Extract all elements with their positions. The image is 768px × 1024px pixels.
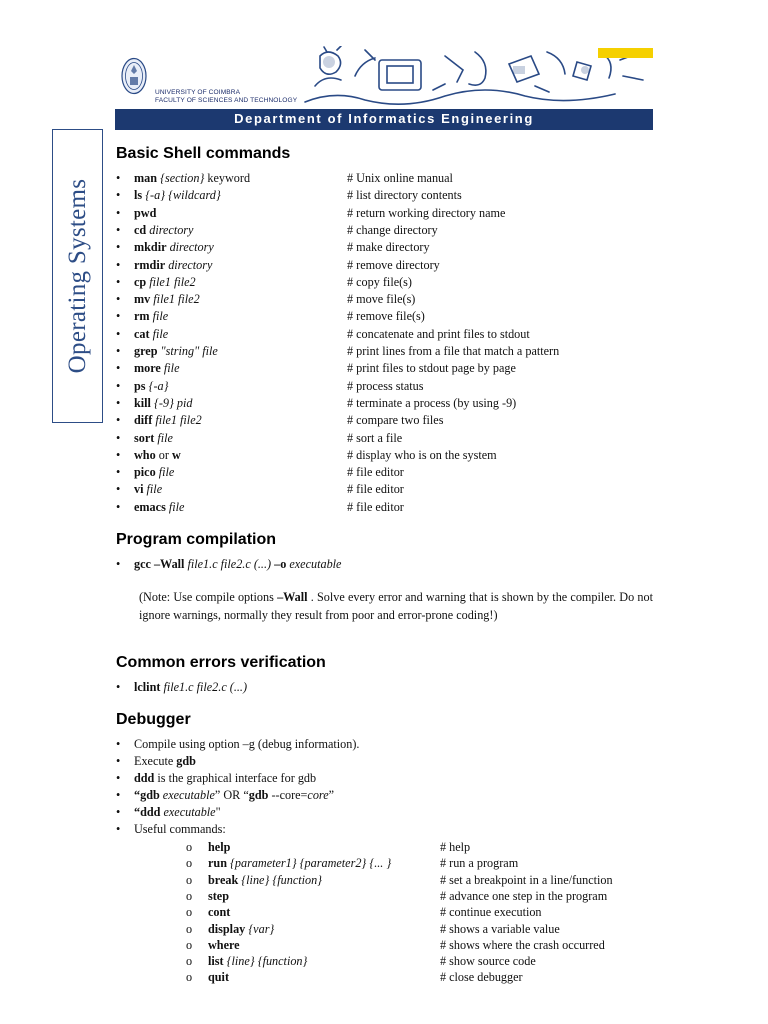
- command-description: # terminate a process (by using -9): [347, 395, 517, 410]
- command-name: help: [208, 840, 231, 854]
- command-args: {var}: [248, 921, 275, 936]
- compile-command: [134, 556, 341, 573]
- debug-note: [134, 770, 316, 787]
- bullet-icon: •: [116, 395, 121, 410]
- command-name: more: [134, 361, 161, 376]
- command-description: # compare two files: [347, 413, 444, 428]
- command-description: # process status: [347, 378, 424, 393]
- command-name: rmdir: [134, 257, 166, 272]
- command-name: mv: [134, 292, 151, 307]
- compile-note: [139, 589, 653, 624]
- command-name: step: [208, 888, 229, 903]
- command-args: file: [146, 482, 163, 497]
- command: [134, 326, 168, 343]
- command-args: directory: [149, 222, 194, 237]
- circle-bullet-icon: o: [186, 856, 193, 871]
- bullet-icon: •: [116, 465, 121, 480]
- command-name: vi: [134, 482, 144, 497]
- command-name: ls: [134, 188, 143, 203]
- debug-text: is the graphical interface for gdb: [154, 771, 317, 785]
- gdb-command: [208, 872, 322, 888]
- debug-note: Compile using option –g (debug information).: [134, 737, 360, 751]
- circle-bullet-icon: o: [186, 905, 193, 920]
- command-description: # make directory: [347, 240, 430, 255]
- command-description: # shows where the crash occurred: [440, 937, 605, 952]
- gdb-command: [208, 904, 230, 920]
- command: [134, 187, 221, 204]
- command-args: {-a} {wildcard}: [145, 188, 221, 203]
- bullet-icon: •: [116, 822, 121, 836]
- command: [134, 274, 196, 291]
- debug-option: --core=: [268, 788, 308, 802]
- command-description: # move file(s): [347, 292, 416, 307]
- command-name: ddd: [134, 771, 155, 785]
- command-description: # display who is on the system: [347, 447, 497, 462]
- bullet-icon: •: [116, 447, 121, 462]
- bullet-icon: •: [116, 805, 121, 819]
- command-args: directory: [169, 240, 214, 255]
- university-line-1: UNIVERSITY OF COIMBRA: [155, 89, 241, 96]
- bullet-icon: •: [116, 557, 121, 571]
- command-name: display: [208, 921, 246, 936]
- command-name: mkdir: [134, 240, 167, 255]
- command-args: file: [168, 499, 185, 514]
- bullet-icon: •: [116, 361, 121, 376]
- command-description: # remove file(s): [347, 309, 425, 324]
- command-name: cat: [134, 326, 150, 341]
- command-description: # sort a file: [347, 430, 403, 445]
- command-name: pwd: [134, 205, 157, 220]
- command-args: file: [157, 430, 173, 445]
- bullet-icon: •: [116, 240, 121, 255]
- command-args: {-a}: [148, 378, 169, 393]
- command-description: # file editor: [347, 499, 404, 514]
- debug-text: ” OR “: [214, 788, 249, 802]
- command-or: or: [158, 447, 169, 462]
- command-name: emacs: [134, 499, 166, 514]
- command-args: file1 file2: [153, 292, 200, 307]
- command: [134, 395, 193, 412]
- command-args: file1.c file2.c (...): [163, 680, 248, 694]
- command-description: # continue execution: [440, 905, 542, 920]
- command-args: {line} {function}: [226, 954, 308, 969]
- command-args: file1 file2: [155, 413, 202, 428]
- command-description: # advance one step in the program: [440, 888, 608, 903]
- bullet-icon: •: [116, 222, 121, 237]
- command: [134, 222, 193, 239]
- bullet-icon: •: [116, 292, 121, 307]
- gdb-command: [208, 839, 230, 855]
- command-extra: keyword: [207, 171, 251, 185]
- note-text: (Note: Use compile options: [139, 590, 278, 604]
- bullet-icon: •: [116, 326, 121, 341]
- command-args: file1.c file2.c (...): [187, 557, 272, 571]
- command: [134, 239, 214, 256]
- command-name: where: [208, 937, 240, 952]
- command: [134, 464, 174, 481]
- bullet-icon: •: [116, 788, 121, 802]
- command-args: file: [152, 326, 169, 341]
- debug-note: Useful commands:: [134, 822, 226, 836]
- bullet-icon: •: [116, 188, 121, 203]
- bullet-icon: •: [116, 205, 121, 220]
- command: [134, 430, 173, 447]
- command-description: # Unix online manual: [347, 171, 453, 185]
- command-args: executable: [162, 788, 215, 802]
- command-description: # copy file(s): [347, 274, 412, 289]
- circle-bullet-icon: o: [186, 872, 193, 887]
- command: [134, 308, 168, 325]
- command-name: cd: [134, 222, 147, 237]
- command-name: break: [208, 872, 239, 887]
- gdb-command: [208, 937, 240, 953]
- command-description: # close debugger: [440, 970, 523, 985]
- command: [134, 447, 181, 464]
- command-target: executable: [289, 557, 342, 571]
- bullet-icon: •: [116, 771, 121, 785]
- command-name: pico: [134, 465, 156, 480]
- debug-text: ": [215, 805, 221, 819]
- command-name: lclint: [134, 680, 161, 694]
- department-bar: [115, 109, 653, 130]
- command-description: # print lines from a file that match a pattern: [347, 344, 560, 358]
- command: [134, 170, 250, 187]
- command-description: # shows a variable value: [440, 921, 560, 936]
- bullet-icon: •: [116, 257, 121, 272]
- gdb-command: [208, 953, 307, 969]
- section-title-compilation: Program compilation: [116, 531, 277, 548]
- command-name: quit: [208, 970, 230, 985]
- note-flag: –Wall: [277, 590, 308, 604]
- command: [134, 499, 184, 516]
- command: [134, 481, 162, 498]
- command-name: cp: [134, 274, 147, 289]
- command-description: # list directory contents: [347, 188, 462, 203]
- bullet-icon: •: [116, 274, 121, 289]
- command-name: ps: [134, 378, 146, 393]
- debug-note: [134, 787, 334, 804]
- command-args: {parameter1} {parameter2} {... }: [230, 856, 392, 871]
- side-label-box: [52, 129, 103, 423]
- debug-quote: “ddd: [134, 805, 164, 819]
- command-description: # run a program: [440, 856, 519, 871]
- bullet-icon: •: [116, 499, 121, 514]
- gdb-command: [208, 855, 391, 871]
- command-args: "string" file: [160, 344, 218, 358]
- command-args: file: [152, 309, 169, 324]
- command-name: sort: [134, 430, 155, 445]
- debug-text: Execute: [134, 754, 177, 768]
- command-args: directory: [168, 257, 213, 272]
- debug-text: ”: [328, 788, 335, 802]
- debug-quote: “gdb: [134, 788, 163, 802]
- department-title: Department of Informatics Engineering: [234, 111, 534, 126]
- command: [134, 412, 202, 429]
- bullet-icon: •: [116, 171, 121, 185]
- university-name: [155, 89, 297, 104]
- note-text-end: . Solve every error and warning that is shown by the compiler. Do not ignore warnings, normally they result from poor and error-prone coding!): [139, 590, 653, 622]
- gdb-command: [208, 888, 229, 904]
- circle-bullet-icon: o: [186, 970, 193, 985]
- debug-note: [134, 753, 196, 770]
- command-description: # set a breakpoint in a line/function: [440, 872, 613, 887]
- command-description: # file editor: [347, 482, 404, 497]
- command: [134, 360, 179, 377]
- command-description: # concatenate and print files to stdout: [347, 326, 530, 341]
- bullet-icon: •: [116, 378, 121, 393]
- circle-bullet-icon: o: [186, 840, 193, 854]
- circle-bullet-icon: o: [186, 937, 193, 952]
- command-name: diff: [134, 413, 153, 428]
- command-description: # show source code: [440, 954, 536, 969]
- section-title-errors: Common errors verification: [116, 654, 326, 671]
- gdb-command: [208, 969, 229, 985]
- section-title-basic: Basic Shell commands: [116, 145, 291, 162]
- circle-bullet-icon: o: [186, 954, 193, 969]
- command-description: # return working directory name: [347, 205, 506, 220]
- command-name: list: [208, 954, 224, 969]
- debug-note: [134, 804, 221, 821]
- command-args: core: [307, 788, 329, 802]
- bullet-icon: •: [116, 680, 121, 694]
- gdb-command: [208, 921, 274, 937]
- bullet-icon: •: [116, 344, 121, 358]
- command-args: {section}: [160, 171, 205, 185]
- command-args: file: [163, 361, 180, 376]
- command-args: {line} {function}: [241, 872, 323, 887]
- university-line-2: FACULTY OF SCIENCES AND TECHNOLOGY: [155, 96, 298, 104]
- circle-bullet-icon: o: [186, 921, 193, 936]
- bullet-icon: •: [116, 430, 121, 445]
- command-name: gdb: [248, 788, 269, 802]
- command-alt-name: w: [171, 447, 181, 462]
- lint-command: [134, 679, 247, 696]
- command: [134, 205, 156, 222]
- command-name: grep: [134, 344, 158, 358]
- command-description: # file editor: [347, 465, 404, 480]
- accent-bar: [598, 48, 653, 58]
- command-args: file: [158, 465, 175, 480]
- side-label: Operating Systems: [63, 178, 91, 374]
- command-name: gcc –Wall: [134, 557, 185, 571]
- bullet-icon: •: [116, 737, 121, 751]
- section-title-debugger: Debugger: [116, 711, 191, 728]
- command-name: rm: [134, 309, 150, 324]
- command-description: # change directory: [347, 222, 438, 237]
- command-description: # help: [440, 840, 471, 854]
- bullet-icon: •: [116, 754, 121, 768]
- circle-bullet-icon: o: [186, 888, 193, 903]
- bullet-icon: •: [116, 309, 121, 324]
- command: [134, 343, 218, 360]
- command-description: # print files to stdout page by page: [347, 361, 516, 376]
- bullet-icon: •: [116, 413, 121, 428]
- command-name: man: [134, 171, 158, 185]
- command: [134, 291, 200, 308]
- command-name: who: [134, 447, 156, 462]
- bullet-icon: •: [116, 482, 121, 497]
- command-name: kill: [134, 395, 151, 410]
- command-flag: –o: [274, 557, 287, 571]
- command-args: file1 file2: [149, 274, 196, 289]
- command: [134, 257, 212, 274]
- command-args: {-9} pid: [153, 395, 193, 410]
- command: [134, 378, 168, 395]
- university-seal-icon: [121, 57, 147, 95]
- command-name: cont: [208, 905, 231, 920]
- command-args: executable: [163, 805, 216, 819]
- command-description: # remove directory: [347, 257, 440, 272]
- command-name: gdb: [176, 754, 196, 768]
- command-name: run: [208, 856, 227, 871]
